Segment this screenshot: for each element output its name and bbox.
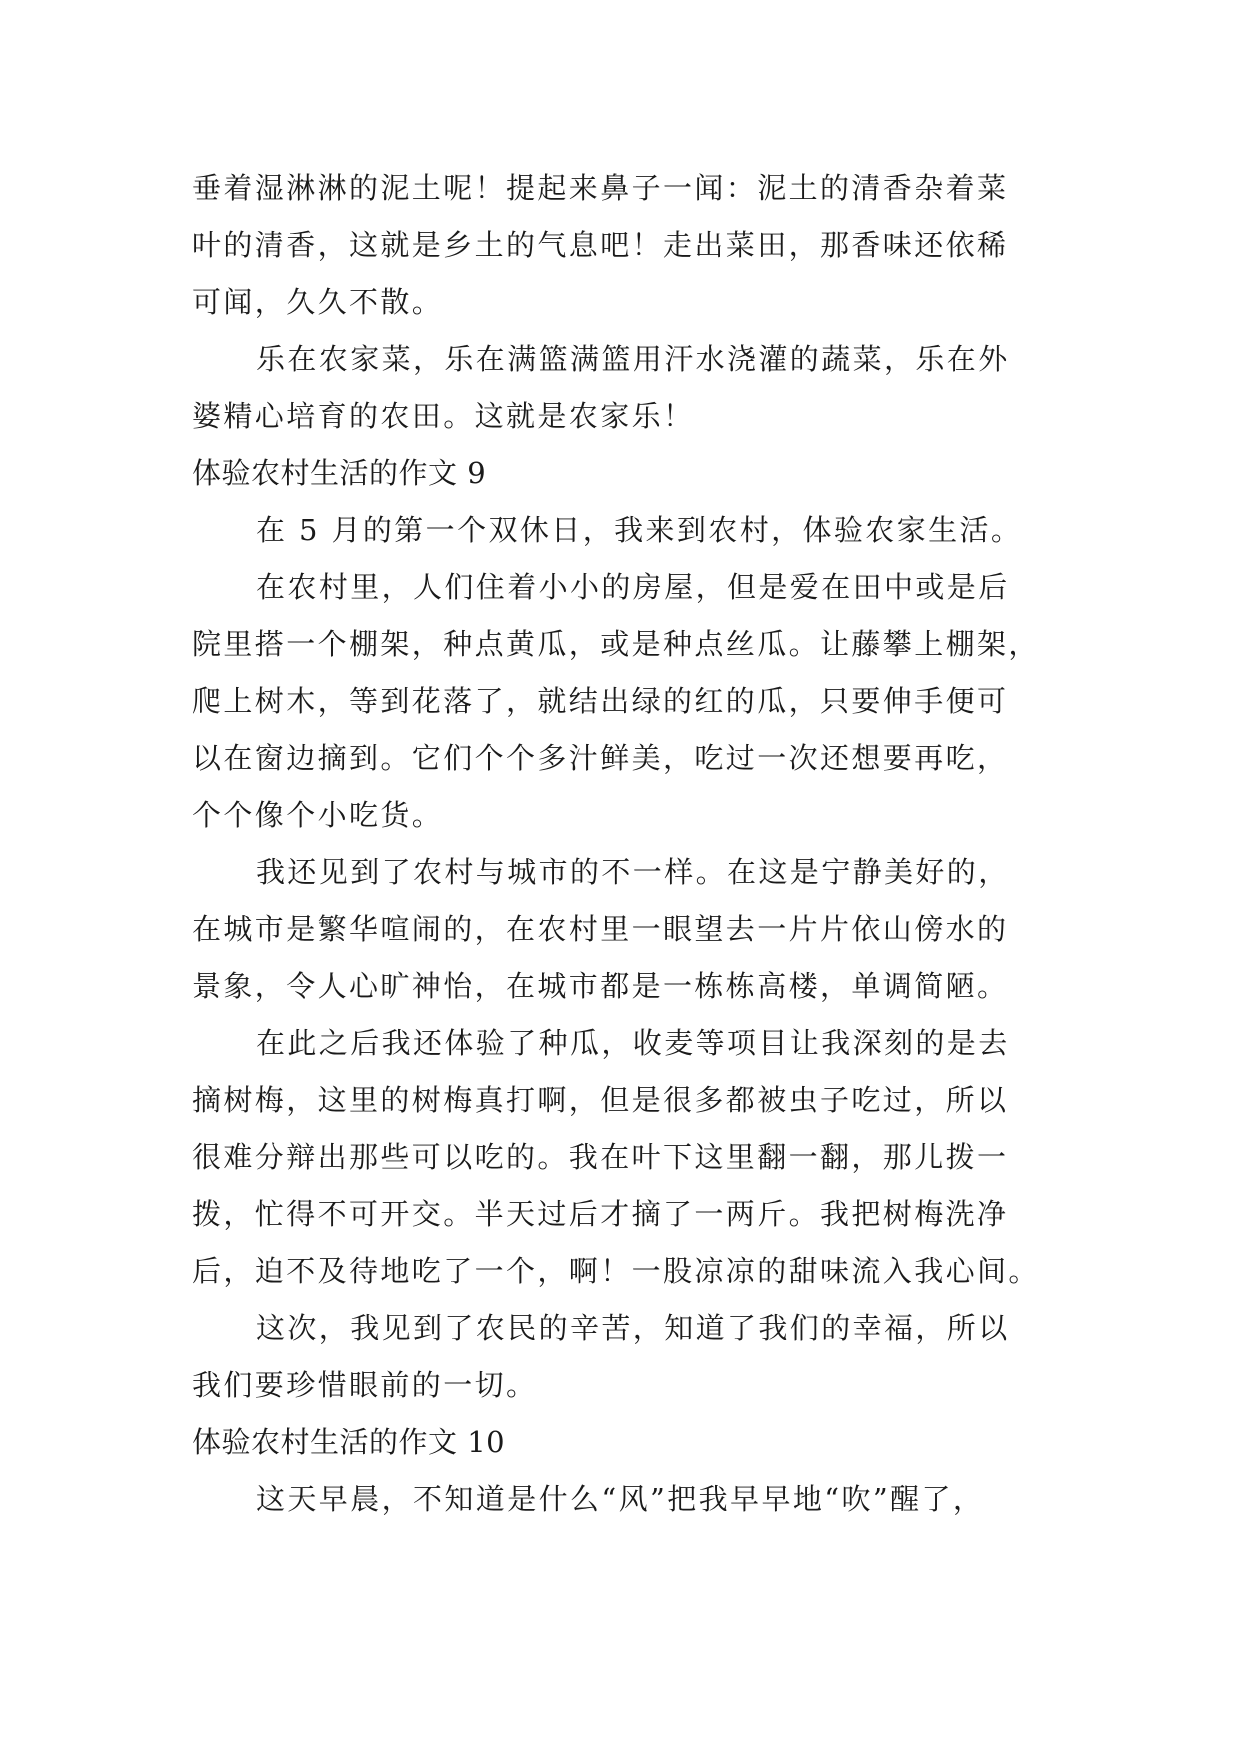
paragraph-start-line: 在 5 月的第一个双休日，我来到农村，体验农家生活。 <box>256 513 1023 547</box>
text-line: 个个像个小吃货。 <box>192 798 444 832</box>
text-line: 婆精心培育的农田。这就是农家乐！ <box>192 399 695 433</box>
paragraph-start-line: 这天早晨，不知道是什么“风”把我早早地“吹”醒了， <box>256 1482 985 1516</box>
text-line: 院里搭一个棚架，种点黄瓜，或是种点丝瓜。让藤攀上棚架， <box>192 627 1040 661</box>
paragraph-start-line: 乐在农家菜，乐在满篮满篮用汗水浇灌的蔬菜，乐在外 <box>256 342 1010 376</box>
text-line: 摘树梅，这里的树梅真打啊，但是很多都被虫子吃过，所以 <box>192 1083 1009 1117</box>
section-heading-10: 体验农村生活的作文 10 <box>192 1425 506 1459</box>
text-line: 景象，令人心旷神怡，在城市都是一栋栋高楼，单调简陋。 <box>192 969 1009 1003</box>
paragraph-start-line: 在农村里，人们住着小小的房屋，但是爱在田中或是后 <box>256 570 1010 604</box>
text-line: 以在窗边摘到。它们个个多汁鲜美，吃过一次还想要再吃， <box>192 741 1009 775</box>
section-heading-9: 体验农村生活的作文 9 <box>192 456 487 490</box>
text-line: 后，迫不及待地吃了一个，啊！一股凉凉的甜味流入我心间。 <box>192 1254 1040 1288</box>
text-line: 我们要珍惜眼前的一切。 <box>192 1368 538 1402</box>
text-line: 可闻，久久不散。 <box>192 285 444 319</box>
text-line: 垂着湿淋淋的泥土呢！提起来鼻子一闻：泥土的清香杂着菜 <box>192 171 1009 205</box>
text-line: 叶的清香，这就是乡土的气息吧！走出菜田，那香味还依稀 <box>192 228 1009 262</box>
text-line: 拨，忙得不可开交。半天过后才摘了一两斤。我把树梅洗净 <box>192 1197 1009 1231</box>
paragraph-start-line: 我还见到了农村与城市的不一样。在这是宁静美好的， <box>256 855 1010 889</box>
paragraph-start-line: 这次，我见到了农民的辛苦，知道了我们的幸福，所以 <box>256 1311 1010 1345</box>
text-line: 爬上树木，等到花落了，就结出绿的红的瓜，只要伸手便可 <box>192 684 1009 718</box>
text-line: 在城市是繁华喧闹的，在农村里一眼望去一片片依山傍水的 <box>192 912 1009 946</box>
paragraph-start-line: 在此之后我还体验了种瓜，收麦等项目让我深刻的是去 <box>256 1026 1010 1060</box>
text-line: 很难分辩出那些可以吃的。我在叶下这里翻一翻，那儿拨一 <box>192 1140 1009 1174</box>
